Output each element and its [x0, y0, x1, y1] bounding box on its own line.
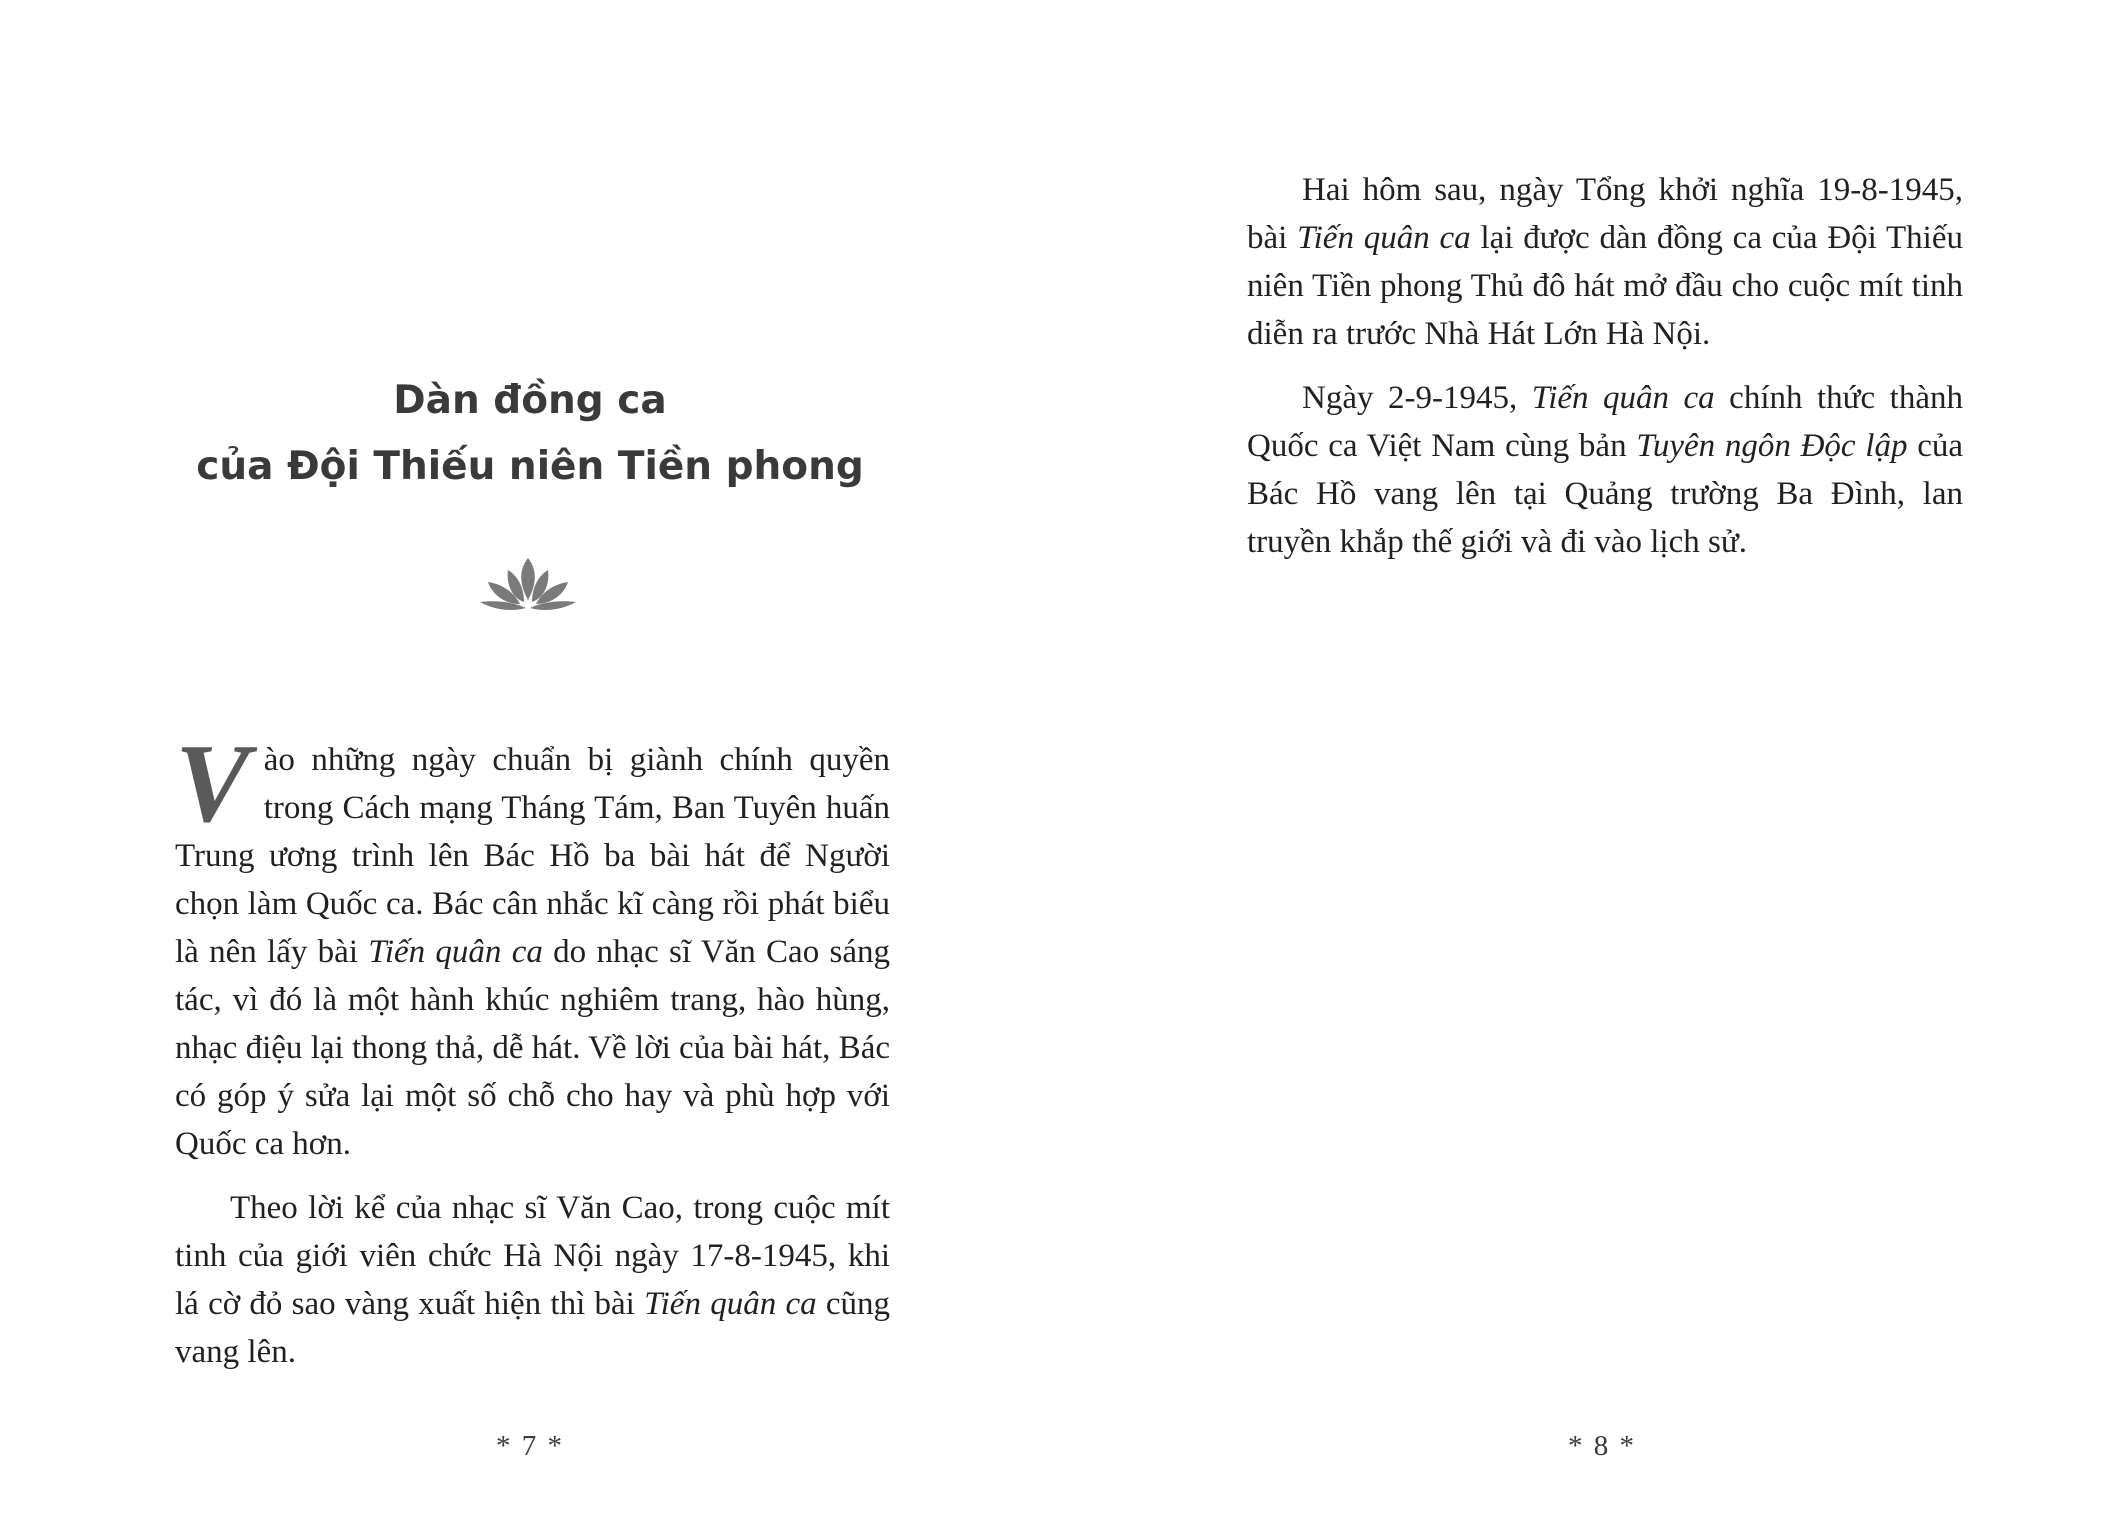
song-title: Tiến quân ca [1531, 380, 1715, 416]
paragraph-text: của Bác Hồ vang lên tại Quảng trường Ba Đình, lan truyền khắp thế giới và đi vào lịch sử. [1247, 428, 1963, 560]
paragraph-text: lại được dàn đồng ca của Đội Thiếu niên Tiền phong Thủ đô hát mở đầu cho cuộc mít tinh diễn ra trước Nhà Hát Lớn Hà Nội. [1247, 220, 1963, 352]
song-title: Tiến quân ca [368, 934, 543, 970]
paragraph [1247, 166, 1963, 358]
paragraph-text: chính thức thành Quốc ca Việt Nam cùng bản [1247, 380, 1963, 464]
paragraph-text: do nhạc sĩ Văn Cao sáng tác, vì đó là một hành khúc nghiêm trang, hào hùng, nhạc điệu lại thong thả, dễ hát. Về lời của bài hát, Bác có góp ý sửa lại một số chỗ cho hay và phù hợp với Quốc ca hơn. [175, 934, 890, 1162]
chapter-title-line-1: Dàn đồng ca [393, 378, 667, 423]
paragraph [1247, 374, 1963, 566]
paragraph-text: cũng vang lên. [175, 1286, 890, 1370]
document-title: Tuyên ngôn Độc lập [1636, 428, 1908, 464]
right-page-body [1247, 166, 1963, 582]
song-title: Tiến quân ca [644, 1286, 817, 1322]
chapter-title-line-2: của Đội Thiếu niên Tiền phong [196, 444, 864, 489]
paragraph-text: ào những ngày chuẩn bị giành chính quyền trong Cách mạng Tháng Tám, Ban Tuyên huấn Trung ương trình lên Bác Hồ ba bài hát để Người chọn làm Quốc ca. Bác cân nhắc kĩ càng rồi phát biểu là nên lấy bài [175, 742, 890, 970]
paragraph-text: Hai hôm sau, ngày Tổng khởi nghĩa 19-8-1945, bài [1247, 172, 1963, 256]
drop-cap: V [175, 722, 250, 846]
song-title: Tiến quân ca [1297, 220, 1471, 256]
paragraph-text: Ngày 2-9-1945, [1302, 380, 1532, 416]
page-number: * 7 * [496, 1430, 564, 1462]
page-number: * 8 * [1568, 1430, 1636, 1462]
paragraph-text: Theo lời kể của nhạc sĩ Văn Cao, trong cuộc mít tinh của giới viên chức Hà Nội ngày 17-8-1945, khi lá cờ đỏ sao vàng xuất hiện thì bài [175, 1190, 890, 1322]
